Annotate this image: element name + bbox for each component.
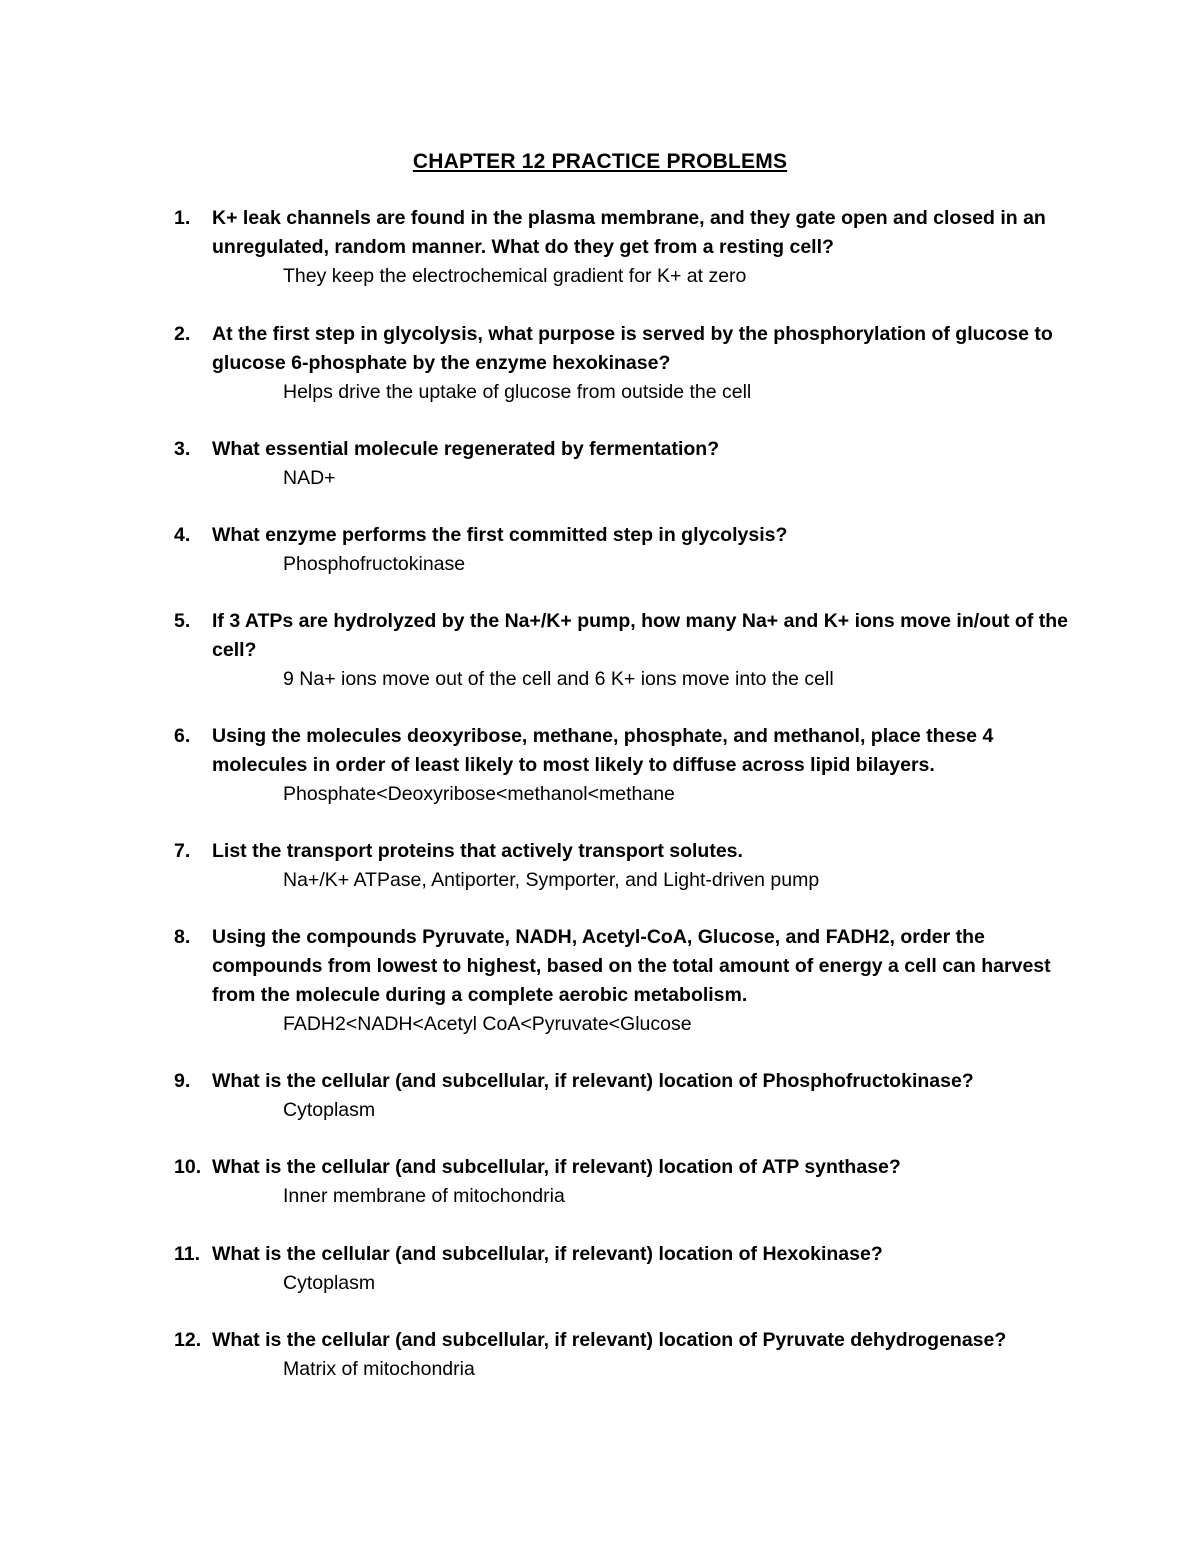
problem-number: 3. bbox=[174, 438, 191, 460]
problem-question: What enzyme performs the first committed step in glycolysis? bbox=[212, 524, 788, 546]
problem-answer: Matrix of mitochondria bbox=[283, 1358, 475, 1380]
problem-number: 4. bbox=[174, 524, 191, 546]
problem-number: 1. bbox=[174, 207, 191, 229]
problem-number: 7. bbox=[174, 840, 191, 862]
problem-question: What is the cellular (and subcellular, if relevant) location of Hexokinase? bbox=[212, 1243, 883, 1265]
problem-answer: Cytoplasm bbox=[283, 1099, 376, 1121]
problem-question: At the first step in glycolysis, what purpose is served by the phosphorylation of glucose to glucose 6-phosphate by the enzyme hexokinase? bbox=[212, 323, 1053, 374]
problem-answer: Cytoplasm bbox=[283, 1272, 376, 1294]
problem-question: What essential molecule regenerated by fermentation? bbox=[212, 438, 720, 460]
problem-number: 8. bbox=[174, 926, 191, 948]
problem-question: Using the compounds Pyruvate, NADH, Acetyl-CoA, Glucose, and FADH2, order the compounds from lowest to highest, based on the total amount of energy a cell can harvest from the molecule during a complete aerobic metabolism. bbox=[212, 926, 1051, 1006]
problem-number: 2. bbox=[174, 323, 191, 345]
problem-answer: Inner membrane of mitochondria bbox=[283, 1185, 565, 1207]
problem-number: 12. bbox=[174, 1329, 202, 1351]
problem-question: List the transport proteins that actively transport solutes. bbox=[212, 840, 743, 862]
problem-answer: NAD+ bbox=[283, 467, 336, 489]
problem-number: 6. bbox=[174, 725, 191, 747]
problem-question: If 3 ATPs are hydrolyzed by the Na+/K+ pump, how many Na+ and K+ ions move in/out of the cell? bbox=[212, 610, 1068, 661]
problem-answer: They keep the electrochemical gradient for K+ at zero bbox=[283, 265, 747, 287]
problem-question: Using the molecules deoxyribose, methane, phosphate, and methanol, place these 4 molecules in order of least likely to most likely to diffuse across lipid bilayers. bbox=[212, 725, 994, 776]
problem-question: What is the cellular (and subcellular, if relevant) location of ATP synthase? bbox=[212, 1156, 901, 1178]
problem-answer: FADH2<NADH<Acetyl CoA<Pyruvate<Glucose bbox=[283, 1013, 692, 1035]
problem-number: 9. bbox=[174, 1070, 191, 1092]
problem-question: What is the cellular (and subcellular, if relevant) location of Phosphofructokinase? bbox=[212, 1070, 974, 1092]
problem-number: 10. bbox=[174, 1156, 202, 1178]
problem-answer: Na+/K+ ATPase, Antiporter, Symporter, and Light-driven pump bbox=[283, 869, 820, 891]
problem-number: 11. bbox=[174, 1243, 201, 1265]
problem-answer: 9 Na+ ions move out of the cell and 6 K+ ions move into the cell bbox=[283, 668, 834, 690]
problem-number: 5. bbox=[174, 610, 191, 632]
problem-answer: Helps drive the uptake of glucose from outside the cell bbox=[283, 381, 752, 403]
problem-question: K+ leak channels are found in the plasma membrane, and they gate open and closed in an unregulated, random manner. What do they get from a resting cell? bbox=[212, 207, 1046, 258]
problem-answer: Phosphate<Deoxyribose<methanol<methane bbox=[283, 783, 675, 805]
page-title: CHAPTER 12 PRACTICE PROBLEMS bbox=[412, 150, 788, 173]
problem-answer: Phosphofructokinase bbox=[283, 553, 466, 575]
problem-question: What is the cellular (and subcellular, if relevant) location of Pyruvate dehydrogenase? bbox=[212, 1329, 1007, 1351]
